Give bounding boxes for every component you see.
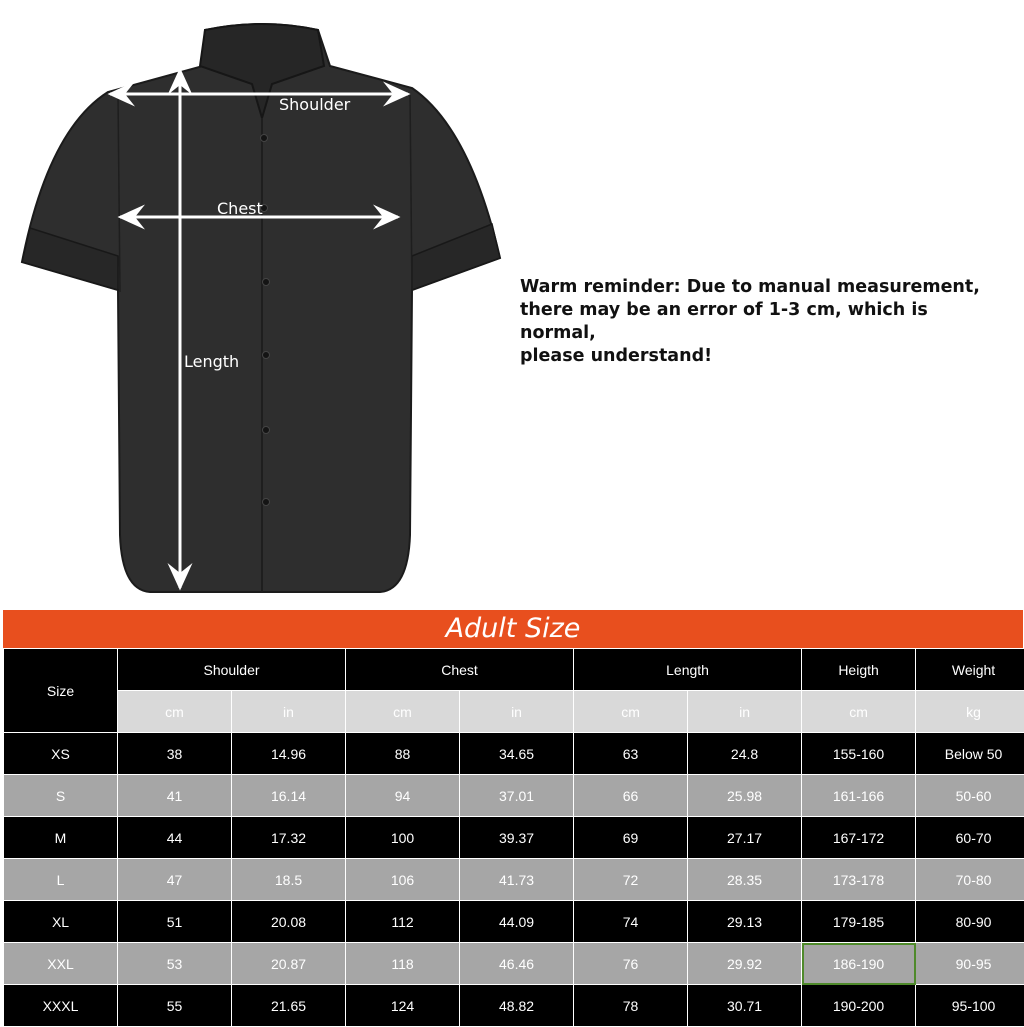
table-cell: 38	[118, 733, 232, 775]
size-chart-table	[3, 648, 1024, 1027]
shirt-illustration	[0, 0, 520, 605]
table-cell: 161-166	[802, 775, 916, 817]
unit-cell: in	[232, 691, 346, 733]
table-cell: 55	[118, 985, 232, 1027]
size-label-cell: XXL	[4, 943, 118, 985]
table-row	[4, 901, 1024, 943]
table-cell: 28.35	[688, 859, 802, 901]
size-label-cell: XS	[4, 733, 118, 775]
size-header: Size	[4, 649, 118, 733]
reminder-line: there may be an error of 1-3 cm, which is normal,	[520, 299, 1000, 345]
table-row	[4, 859, 1024, 901]
table-cell: 16.14	[232, 775, 346, 817]
table-cell: 50-60	[916, 775, 1024, 817]
size-label-cell: XL	[4, 901, 118, 943]
unit-cell: kg	[916, 691, 1024, 733]
table-cell: 51	[118, 901, 232, 943]
table-cell: 29.92	[688, 943, 802, 985]
table-cell: 21.65	[232, 985, 346, 1027]
table-cell: 18.5	[232, 859, 346, 901]
table-cell: 190-200	[802, 985, 916, 1027]
table-cell: 37.01	[460, 775, 574, 817]
table-cell: 76	[574, 943, 688, 985]
length-label: Length	[184, 352, 239, 371]
table-cell: 179-185	[802, 901, 916, 943]
table-cell: 34.65	[460, 733, 574, 775]
chest-label: Chest	[217, 199, 263, 218]
table-cell: 69	[574, 817, 688, 859]
table-cell: 112	[346, 901, 460, 943]
table-cell: 20.08	[232, 901, 346, 943]
table-cell: 53	[118, 943, 232, 985]
table-cell: 41	[118, 775, 232, 817]
table-cell: 88	[346, 733, 460, 775]
chest-header: Chest	[346, 649, 574, 691]
table-cell: 80-90	[916, 901, 1024, 943]
table-cell: 44	[118, 817, 232, 859]
warm-reminder-text	[520, 276, 1000, 368]
table-cell: 167-172	[802, 817, 916, 859]
size-rows	[4, 733, 1024, 1027]
table-cell: 186-190	[802, 943, 916, 985]
table-cell: 124	[346, 985, 460, 1027]
table-cell: 29.13	[688, 901, 802, 943]
unit-header-row	[4, 691, 1024, 733]
reminder-line: Warm reminder: Due to manual measurement,	[520, 276, 1000, 299]
table-cell: 47	[118, 859, 232, 901]
unit-cell: cm	[118, 691, 232, 733]
shoulder-header: Shoulder	[118, 649, 346, 691]
table-cell: 44.09	[460, 901, 574, 943]
unit-cell: cm	[346, 691, 460, 733]
table-cell: 173-178	[802, 859, 916, 901]
table-cell: 27.17	[688, 817, 802, 859]
table-cell: 94	[346, 775, 460, 817]
table-cell: 24.8	[688, 733, 802, 775]
table-cell: 30.71	[688, 985, 802, 1027]
unit-cell: in	[460, 691, 574, 733]
length-header: Length	[574, 649, 802, 691]
table-cell: 70-80	[916, 859, 1024, 901]
table-row	[4, 943, 1024, 985]
shoulder-label: Shoulder	[279, 95, 351, 114]
size-label-cell: L	[4, 859, 118, 901]
size-label-cell: M	[4, 817, 118, 859]
unit-cell: cm	[574, 691, 688, 733]
table-cell: 78	[574, 985, 688, 1027]
reminder-line: please understand!	[520, 345, 1000, 368]
table-cell: 106	[346, 859, 460, 901]
table-row	[4, 985, 1024, 1027]
table-cell: 66	[574, 775, 688, 817]
weight-header: Weight	[916, 649, 1024, 691]
table-cell: 25.98	[688, 775, 802, 817]
table-cell: 90-95	[916, 943, 1024, 985]
table-cell: 46.46	[460, 943, 574, 985]
table-cell: 74	[574, 901, 688, 943]
shirt-measurement-figure	[0, 0, 520, 605]
table-row	[4, 733, 1024, 775]
size-table-title: Adult Size	[3, 610, 1023, 648]
table-cell: 14.96	[232, 733, 346, 775]
table-cell: 17.32	[232, 817, 346, 859]
unit-cell: cm	[802, 691, 916, 733]
table-cell: 20.87	[232, 943, 346, 985]
size-label-cell: S	[4, 775, 118, 817]
table-cell: 39.37	[460, 817, 574, 859]
table-cell: 100	[346, 817, 460, 859]
table-cell: 48.82	[460, 985, 574, 1027]
unit-cell: in	[688, 691, 802, 733]
table-cell: 118	[346, 943, 460, 985]
table-cell: 72	[574, 859, 688, 901]
table-row	[4, 817, 1024, 859]
table-cell: 63	[574, 733, 688, 775]
group-header-row	[4, 649, 1024, 691]
size-label-cell: XXXL	[4, 985, 118, 1027]
table-cell: 155-160	[802, 733, 916, 775]
table-cell: 95-100	[916, 985, 1024, 1027]
table-row	[4, 775, 1024, 817]
table-cell: Below 50	[916, 733, 1024, 775]
table-cell: 41.73	[460, 859, 574, 901]
table-cell: 60-70	[916, 817, 1024, 859]
height-header: Heigth	[802, 649, 916, 691]
